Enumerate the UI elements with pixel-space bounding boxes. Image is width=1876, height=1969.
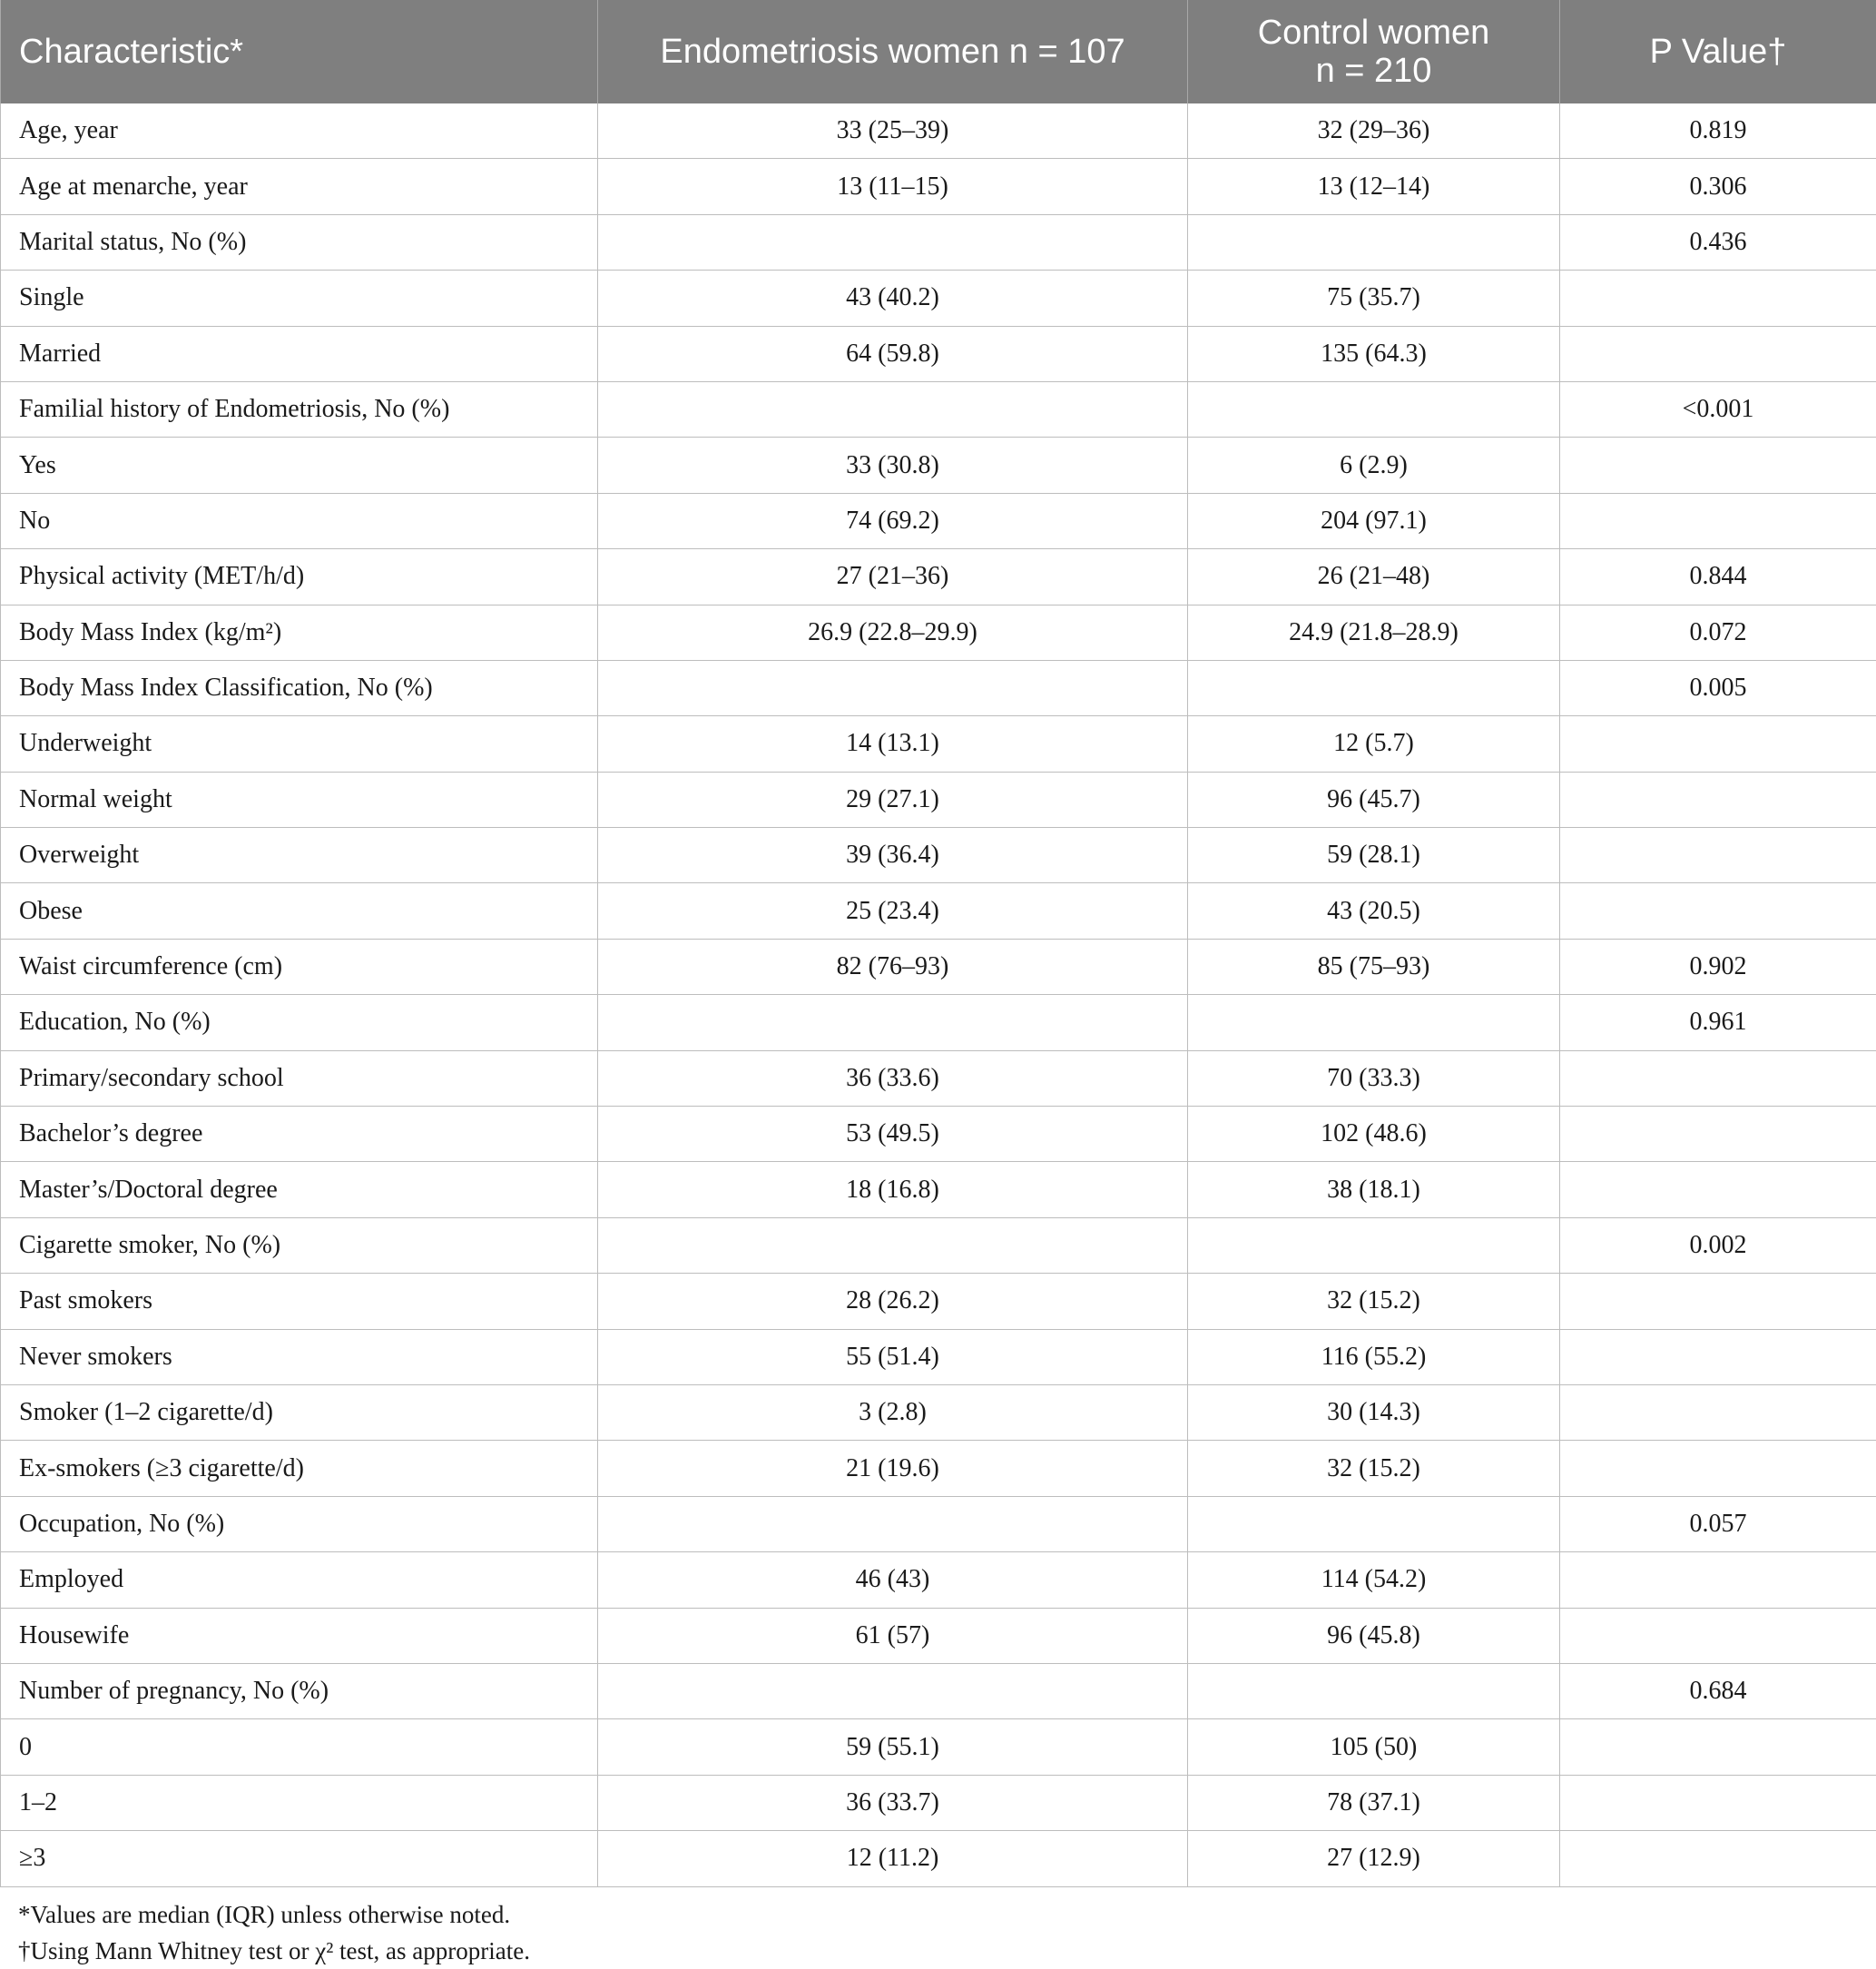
header-main: P Value† (1649, 33, 1787, 71)
table-row (1, 381, 1876, 437)
cell-control (1188, 660, 1560, 715)
cell-control (1188, 214, 1560, 270)
cell-control: 12 (5.7) (1188, 716, 1560, 772)
cell-p-value (1560, 1441, 1876, 1496)
cell-p-value (1560, 828, 1876, 883)
cell-endometriosis: 74 (69.2) (598, 493, 1188, 548)
table-row (1, 438, 1876, 493)
cell-control: 24.9 (21.8–28.9) (1188, 605, 1560, 660)
table-row (1, 660, 1876, 715)
cell-control: 13 (12–14) (1188, 159, 1560, 214)
cell-characteristic: Body Mass Index (kg/m²) (1, 605, 598, 660)
table-row (1, 995, 1876, 1050)
cell-characteristic: No (1, 493, 598, 548)
table-row (1, 1775, 1876, 1830)
cell-endometriosis: 25 (23.4) (598, 883, 1188, 939)
cell-characteristic: Waist circumference (cm) (1, 939, 598, 994)
cell-endometriosis: 13 (11–15) (598, 159, 1188, 214)
cell-control: 26 (21–48) (1188, 549, 1560, 605)
table-row (1, 1162, 1876, 1217)
cell-endometriosis: 28 (26.2) (598, 1274, 1188, 1329)
cell-characteristic: Primary/secondary school (1, 1050, 598, 1106)
cell-characteristic: 0 (1, 1719, 598, 1775)
cell-endometriosis: 18 (16.8) (598, 1162, 1188, 1217)
table-row (1, 493, 1876, 548)
cell-control (1188, 995, 1560, 1050)
cell-control: 30 (14.3) (1188, 1384, 1560, 1440)
header-main: Control women (1257, 14, 1490, 52)
cell-p-value: 0.306 (1560, 159, 1876, 214)
header-endometriosis (598, 0, 1188, 103)
cell-characteristic: Yes (1, 438, 598, 493)
cell-p-value (1560, 772, 1876, 827)
cell-p-value (1560, 1608, 1876, 1663)
cell-p-value: 0.819 (1560, 103, 1876, 159)
cell-characteristic: Education, No (%) (1, 995, 598, 1050)
table-row (1, 1050, 1876, 1106)
table-row (1, 939, 1876, 994)
table-row (1, 772, 1876, 827)
table-row (1, 326, 1876, 381)
table-row (1, 883, 1876, 939)
cell-p-value (1560, 326, 1876, 381)
table-row (1, 828, 1876, 883)
cell-endometriosis (598, 995, 1188, 1050)
cell-p-value: 0.005 (1560, 660, 1876, 715)
cell-control: 204 (97.1) (1188, 493, 1560, 548)
cell-control: 32 (15.2) (1188, 1274, 1560, 1329)
cell-endometriosis: 36 (33.6) (598, 1050, 1188, 1106)
cell-endometriosis (598, 660, 1188, 715)
cell-endometriosis: 55 (51.4) (598, 1329, 1188, 1384)
cell-endometriosis (598, 214, 1188, 270)
cell-p-value (1560, 1107, 1876, 1162)
table-row (1, 549, 1876, 605)
cell-p-value: 0.057 (1560, 1496, 1876, 1551)
table-row (1, 1719, 1876, 1775)
header-characteristic (1, 0, 598, 103)
cell-endometriosis: 39 (36.4) (598, 828, 1188, 883)
table-row (1, 1608, 1876, 1663)
cell-control: 96 (45.7) (1188, 772, 1560, 827)
cell-control: 70 (33.3) (1188, 1050, 1560, 1106)
table-row (1, 1384, 1876, 1440)
cell-p-value (1560, 1552, 1876, 1608)
cell-endometriosis: 82 (76–93) (598, 939, 1188, 994)
cell-p-value: 0.844 (1560, 549, 1876, 605)
cell-control: 96 (45.8) (1188, 1608, 1560, 1663)
cell-characteristic: Body Mass Index Classification, No (%) (1, 660, 598, 715)
cell-endometriosis: 26.9 (22.8–29.9) (598, 605, 1188, 660)
cell-control: 75 (35.7) (1188, 271, 1560, 326)
cell-characteristic: Housewife (1, 1608, 598, 1663)
cell-characteristic: Past smokers (1, 1274, 598, 1329)
table-row (1, 1496, 1876, 1551)
cell-p-value: 0.902 (1560, 939, 1876, 994)
cell-endometriosis: 12 (11.2) (598, 1831, 1188, 1886)
cell-endometriosis: 43 (40.2) (598, 271, 1188, 326)
cell-characteristic: Number of pregnancy, No (%) (1, 1663, 598, 1718)
cell-p-value: 0.072 (1560, 605, 1876, 660)
cell-control: 6 (2.9) (1188, 438, 1560, 493)
cell-endometriosis: 36 (33.7) (598, 1775, 1188, 1830)
cell-characteristic: Obese (1, 883, 598, 939)
cell-endometriosis: 46 (43) (598, 1552, 1188, 1608)
cell-characteristic: Age, year (1, 103, 598, 159)
cell-control: 32 (29–36) (1188, 103, 1560, 159)
cell-characteristic: Employed (1, 1552, 598, 1608)
table-row (1, 716, 1876, 772)
cell-characteristic: Physical activity (MET/h/d) (1, 549, 598, 605)
cell-endometriosis: 21 (19.6) (598, 1441, 1188, 1496)
cell-control (1188, 1496, 1560, 1551)
table-row (1, 1831, 1876, 1886)
cell-characteristic: Occupation, No (%) (1, 1496, 598, 1551)
cell-control: 43 (20.5) (1188, 883, 1560, 939)
cell-characteristic: Age at menarche, year (1, 159, 598, 214)
cell-characteristic: Overweight (1, 828, 598, 883)
cell-p-value (1560, 1775, 1876, 1830)
cell-characteristic: Single (1, 271, 598, 326)
cell-characteristic: Cigarette smoker, No (%) (1, 1217, 598, 1273)
table-row (1, 103, 1876, 159)
cell-control (1188, 381, 1560, 437)
cell-endometriosis (598, 1496, 1188, 1551)
cell-endometriosis (598, 381, 1188, 437)
cell-control: 105 (50) (1188, 1719, 1560, 1775)
cell-p-value: 0.961 (1560, 995, 1876, 1050)
cell-p-value (1560, 1384, 1876, 1440)
cell-control: 59 (28.1) (1188, 828, 1560, 883)
cell-endometriosis: 59 (55.1) (598, 1719, 1188, 1775)
table-row (1, 605, 1876, 660)
cell-p-value (1560, 493, 1876, 548)
cell-control (1188, 1217, 1560, 1273)
cell-p-value (1560, 1719, 1876, 1775)
table-row (1, 1107, 1876, 1162)
header-control (1188, 0, 1560, 103)
cell-control: 78 (37.1) (1188, 1775, 1560, 1830)
cell-endometriosis: 27 (21–36) (598, 549, 1188, 605)
cell-p-value (1560, 1831, 1876, 1886)
cell-endometriosis (598, 1217, 1188, 1273)
cell-endometriosis: 33 (30.8) (598, 438, 1188, 493)
cell-control: 116 (55.2) (1188, 1329, 1560, 1384)
cell-control: 32 (15.2) (1188, 1441, 1560, 1496)
table-row (1, 1217, 1876, 1273)
cell-control: 102 (48.6) (1188, 1107, 1560, 1162)
cell-characteristic: Familial history of Endometriosis, No (%) (1, 381, 598, 437)
cell-p-value (1560, 271, 1876, 326)
cell-characteristic: 1–2 (1, 1775, 598, 1830)
cell-p-value (1560, 1274, 1876, 1329)
cell-p-value: 0.684 (1560, 1663, 1876, 1718)
cell-p-value: 0.436 (1560, 214, 1876, 270)
cell-control: 38 (18.1) (1188, 1162, 1560, 1217)
cell-characteristic: Smoker (1–2 cigarette/d) (1, 1384, 598, 1440)
table-row (1, 159, 1876, 214)
cell-control: 27 (12.9) (1188, 1831, 1560, 1886)
cell-endometriosis: 64 (59.8) (598, 326, 1188, 381)
cell-characteristic: Bachelor’s degree (1, 1107, 598, 1162)
table-row (1, 1663, 1876, 1718)
cell-control: 114 (54.2) (1188, 1552, 1560, 1608)
cell-p-value (1560, 1329, 1876, 1384)
cell-characteristic: Ex-smokers (≥3 cigarette/d) (1, 1441, 598, 1496)
cell-characteristic: Never smokers (1, 1329, 598, 1384)
table-row (1, 1552, 1876, 1608)
cell-p-value (1560, 1162, 1876, 1217)
cell-control (1188, 1663, 1560, 1718)
cell-characteristic: Married (1, 326, 598, 381)
table-row (1, 271, 1876, 326)
table-row (1, 1441, 1876, 1496)
cell-characteristic: Marital status, No (%) (1, 214, 598, 270)
cell-p-value (1560, 438, 1876, 493)
cell-endometriosis: 61 (57) (598, 1608, 1188, 1663)
header-sub: n = 210 (1315, 52, 1432, 90)
cell-endometriosis: 29 (27.1) (598, 772, 1188, 827)
cell-endometriosis: 14 (13.1) (598, 716, 1188, 772)
cell-endometriosis: 3 (2.8) (598, 1384, 1188, 1440)
cell-endometriosis: 53 (49.5) (598, 1107, 1188, 1162)
table-body (1, 103, 1876, 1886)
cell-characteristic: Master’s/Doctoral degree (1, 1162, 598, 1217)
footnote-tests: †Using Mann Whitney test or χ² test, as appropriate. (18, 1937, 530, 1964)
cell-p-value: <0.001 (1560, 381, 1876, 437)
table-row (1, 1274, 1876, 1329)
cell-p-value (1560, 883, 1876, 939)
cell-endometriosis: 33 (25–39) (598, 103, 1188, 159)
cell-p-value: 0.002 (1560, 1217, 1876, 1273)
footnote-values: *Values are median (IQR) unless otherwise noted. (18, 1901, 511, 1928)
header-main: Endometriosis women n = 107 (660, 33, 1125, 71)
table-row (1, 1329, 1876, 1384)
cell-control: 135 (64.3) (1188, 326, 1560, 381)
header-main: Characteristic* (19, 33, 244, 71)
cell-characteristic: ≥3 (1, 1831, 598, 1886)
cell-characteristic: Underweight (1, 716, 598, 772)
header-row (1, 0, 1876, 103)
cell-control: 85 (75–93) (1188, 939, 1560, 994)
table-header (1, 0, 1876, 103)
table-row (1, 214, 1876, 270)
cell-p-value (1560, 1050, 1876, 1106)
header-p-value (1560, 0, 1876, 103)
cell-characteristic: Normal weight (1, 772, 598, 827)
cell-p-value (1560, 716, 1876, 772)
cell-endometriosis (598, 1663, 1188, 1718)
